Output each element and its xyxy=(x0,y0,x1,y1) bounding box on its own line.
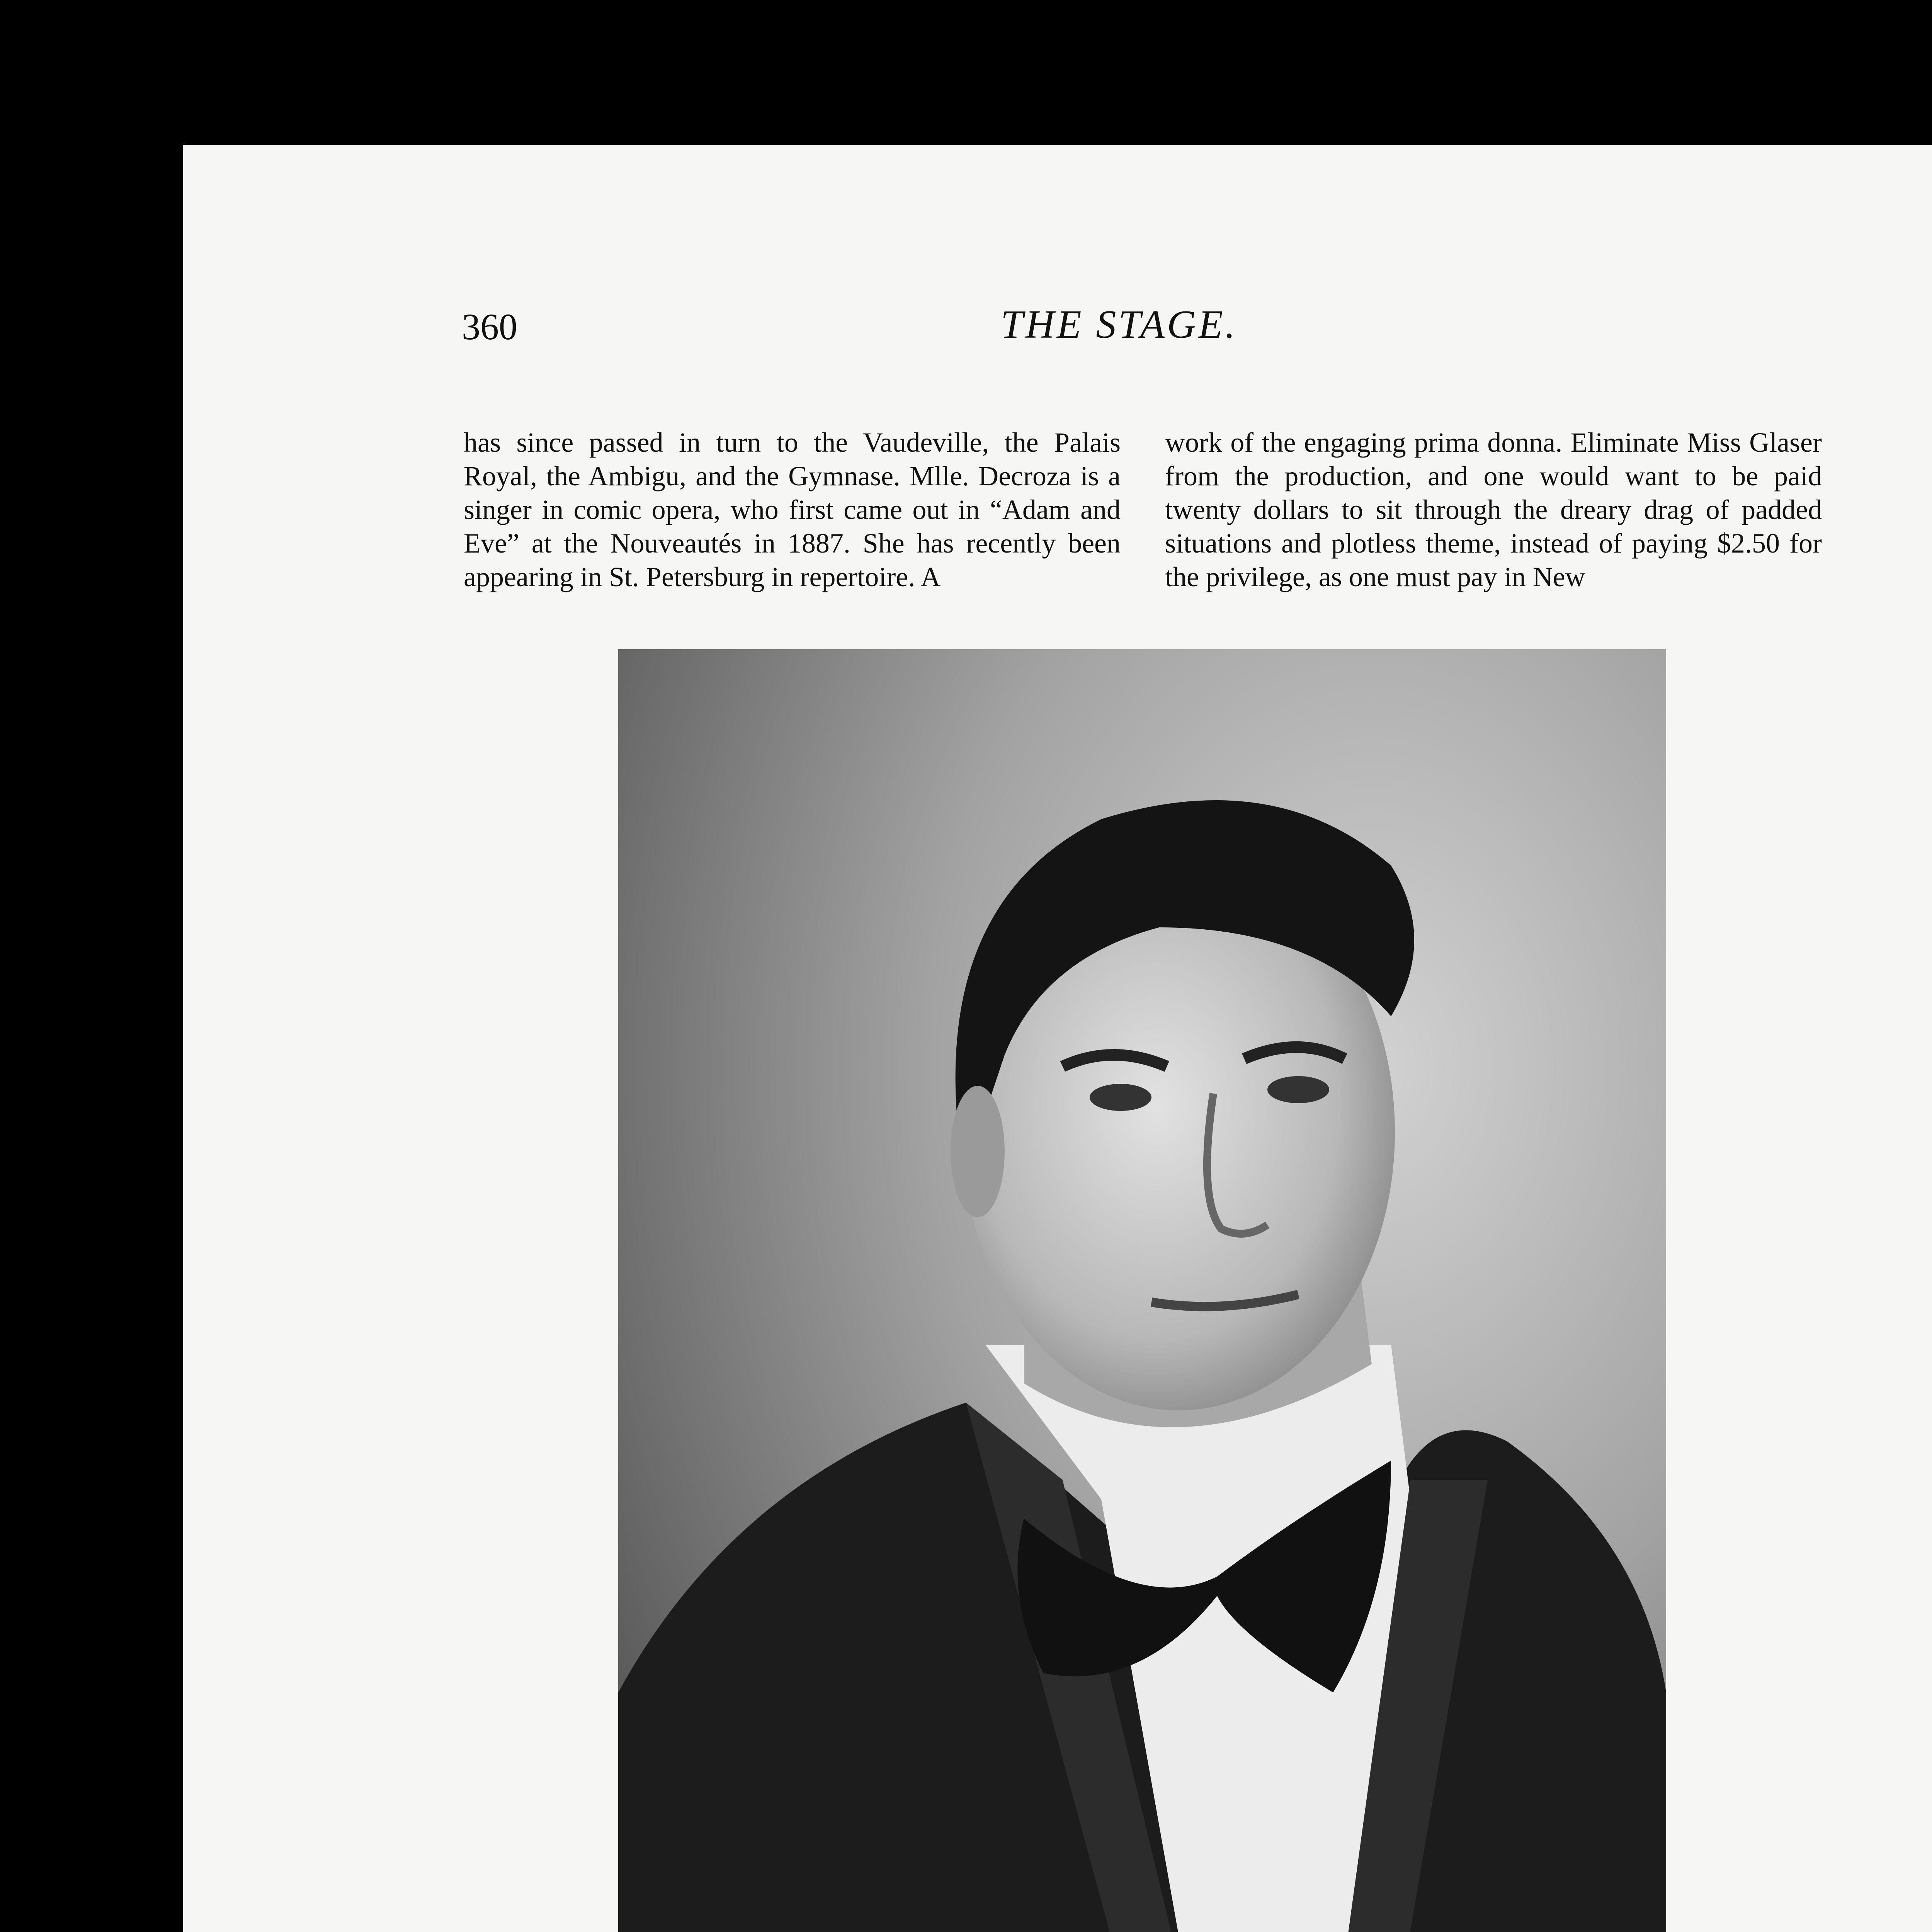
paragraph: has since passed in turn to the Vaudeville, the Palais Royal, the Ambigu, and the Gymnase. Mlle. Decroza is a singer in comic opera, who first came out in “Adam and Eve” at the Nouveautés in 1887. She has recently been appearing in St. Petersburg in repertoire. A xyxy=(464,427,1121,592)
page-number: 360 xyxy=(462,306,517,347)
portrait-photo xyxy=(618,649,1666,1932)
running-title: THE STAGE. xyxy=(1001,302,1238,347)
portrait-illustration xyxy=(618,649,1666,1932)
column-top-right xyxy=(1165,392,1822,628)
paragraph: work of the engaging prima donna. Eliminate Miss Glaser from the production, and one would want to be paid twenty dollars to sit through the dreary drag of padded situations and plotless theme, instead of paying $2.50 for the privilege, as one must pay in New xyxy=(1165,427,1822,592)
column-top-left xyxy=(464,392,1121,628)
